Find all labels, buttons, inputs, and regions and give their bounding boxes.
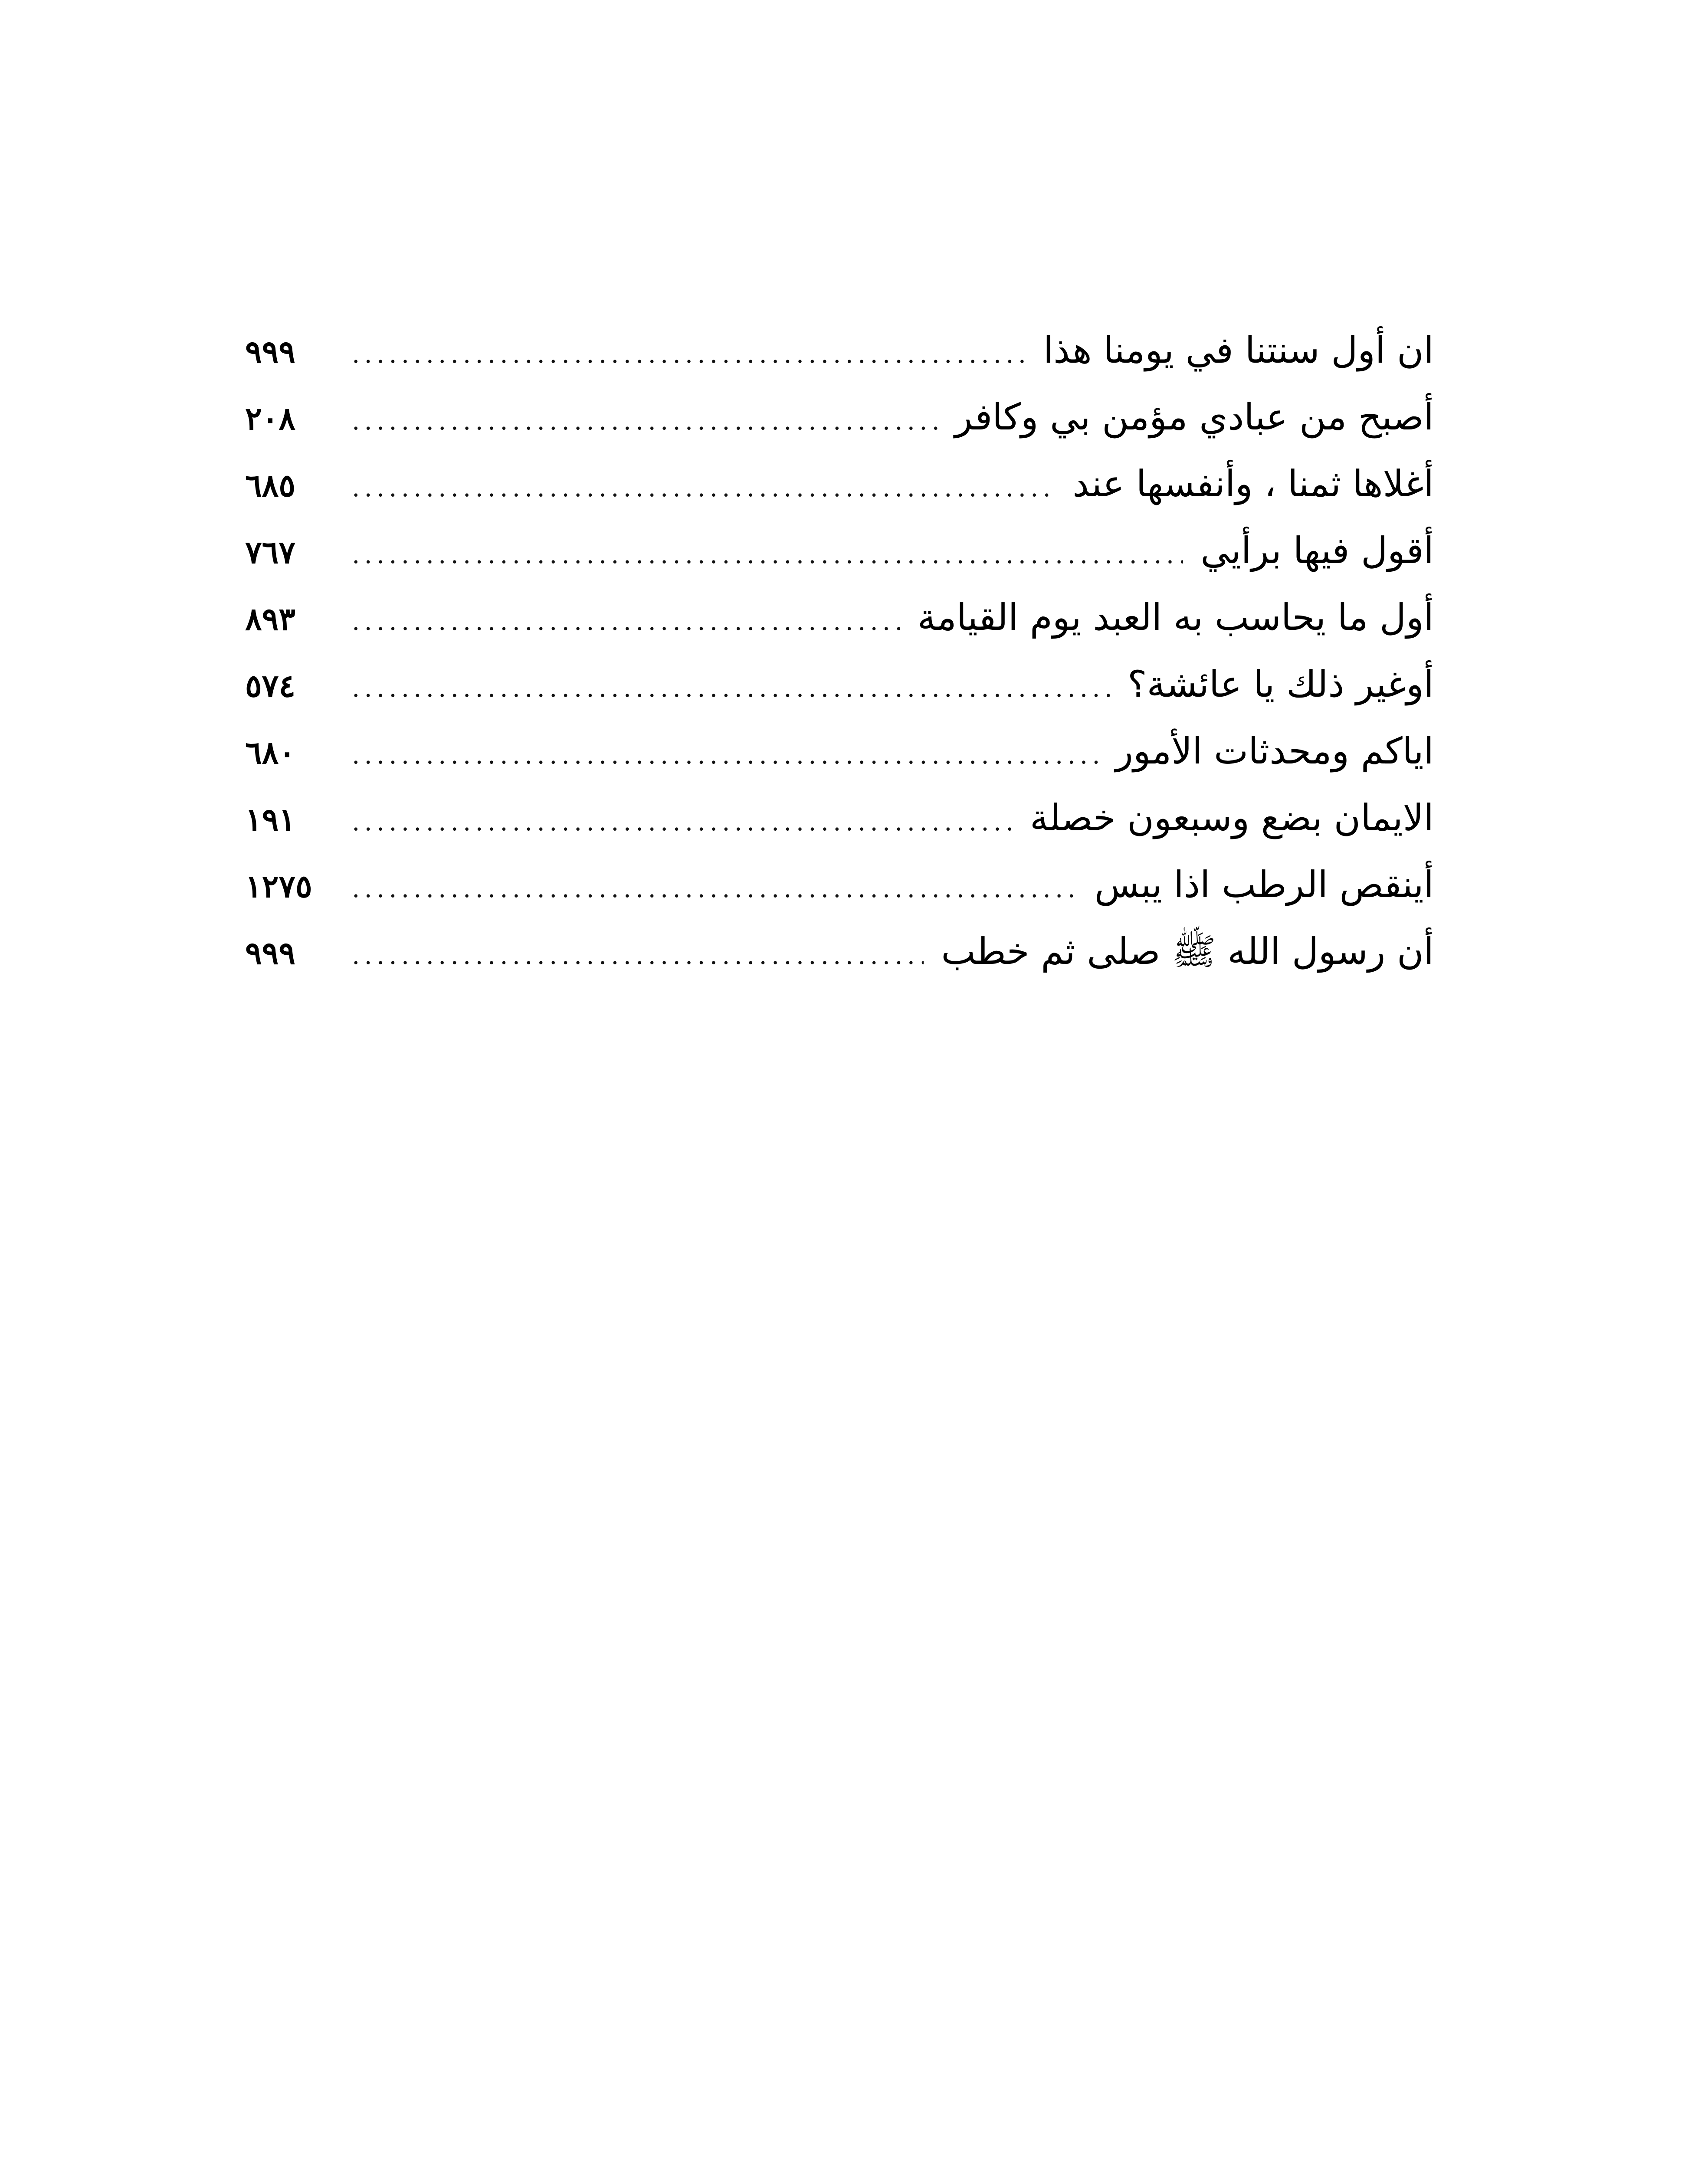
entry-page-number: ١٢٧٥	[245, 868, 312, 904]
dot-leader	[352, 387, 938, 454]
index-list	[245, 317, 1434, 985]
entry-text: أوغير ذلك يا عائشة؟	[1127, 663, 1434, 705]
index-entry	[245, 517, 1434, 584]
entry-page-number: ٧٦٧	[245, 534, 296, 570]
entry-text: أول ما يحاسب به العبد يوم القيامة	[917, 596, 1434, 639]
dot-leader	[352, 721, 1098, 788]
entry-page-number: ٦٨٥	[245, 467, 296, 504]
entry-text: أصبح من عبادي مؤمن بي وكافر	[954, 396, 1434, 438]
entry-text: أغلاها ثمنا ، وأنفسها عند	[1072, 462, 1434, 505]
entry-page-number: ٩٩٩	[245, 934, 296, 971]
dot-leader	[352, 788, 1013, 855]
entry-text: اياكم ومحدثات الأمور	[1115, 730, 1434, 772]
entry-text: أقول فيها برأيي	[1200, 529, 1434, 572]
index-entry	[245, 718, 1434, 784]
entry-page-number: ٦٨٠	[245, 734, 296, 771]
dot-leader	[352, 454, 1055, 521]
entry-page-number: ٩٩٩	[245, 333, 296, 370]
dot-leader	[352, 521, 1183, 588]
entry-text: أن رسول الله ﷺ صلى ثم خطب	[941, 930, 1434, 973]
index-entry	[245, 383, 1434, 450]
entry-page-number: ٢٠٨	[245, 400, 296, 437]
index-entry	[245, 651, 1434, 718]
index-entry	[245, 851, 1434, 918]
entry-text: الايمان بضع وسبعون خصلة	[1029, 796, 1434, 839]
index-entry	[245, 584, 1434, 651]
entry-page-number: ٥٧٤	[245, 667, 296, 704]
dot-leader	[352, 655, 1110, 721]
entry-page-number: ٨٩٣	[245, 600, 296, 637]
dot-leader	[352, 855, 1077, 922]
entry-page-number: ١٩١	[245, 801, 296, 838]
entry-text: أينقص الرطب اذا يبس	[1094, 863, 1434, 906]
index-entry	[245, 317, 1434, 383]
index-entry	[245, 918, 1434, 985]
dot-leader	[352, 588, 900, 655]
entry-text: ان أول سنتنا في يومنا هذا	[1043, 329, 1434, 371]
index-entry	[245, 784, 1434, 851]
dot-leader	[352, 321, 1026, 387]
dot-leader	[352, 922, 924, 989]
index-entry	[245, 450, 1434, 517]
